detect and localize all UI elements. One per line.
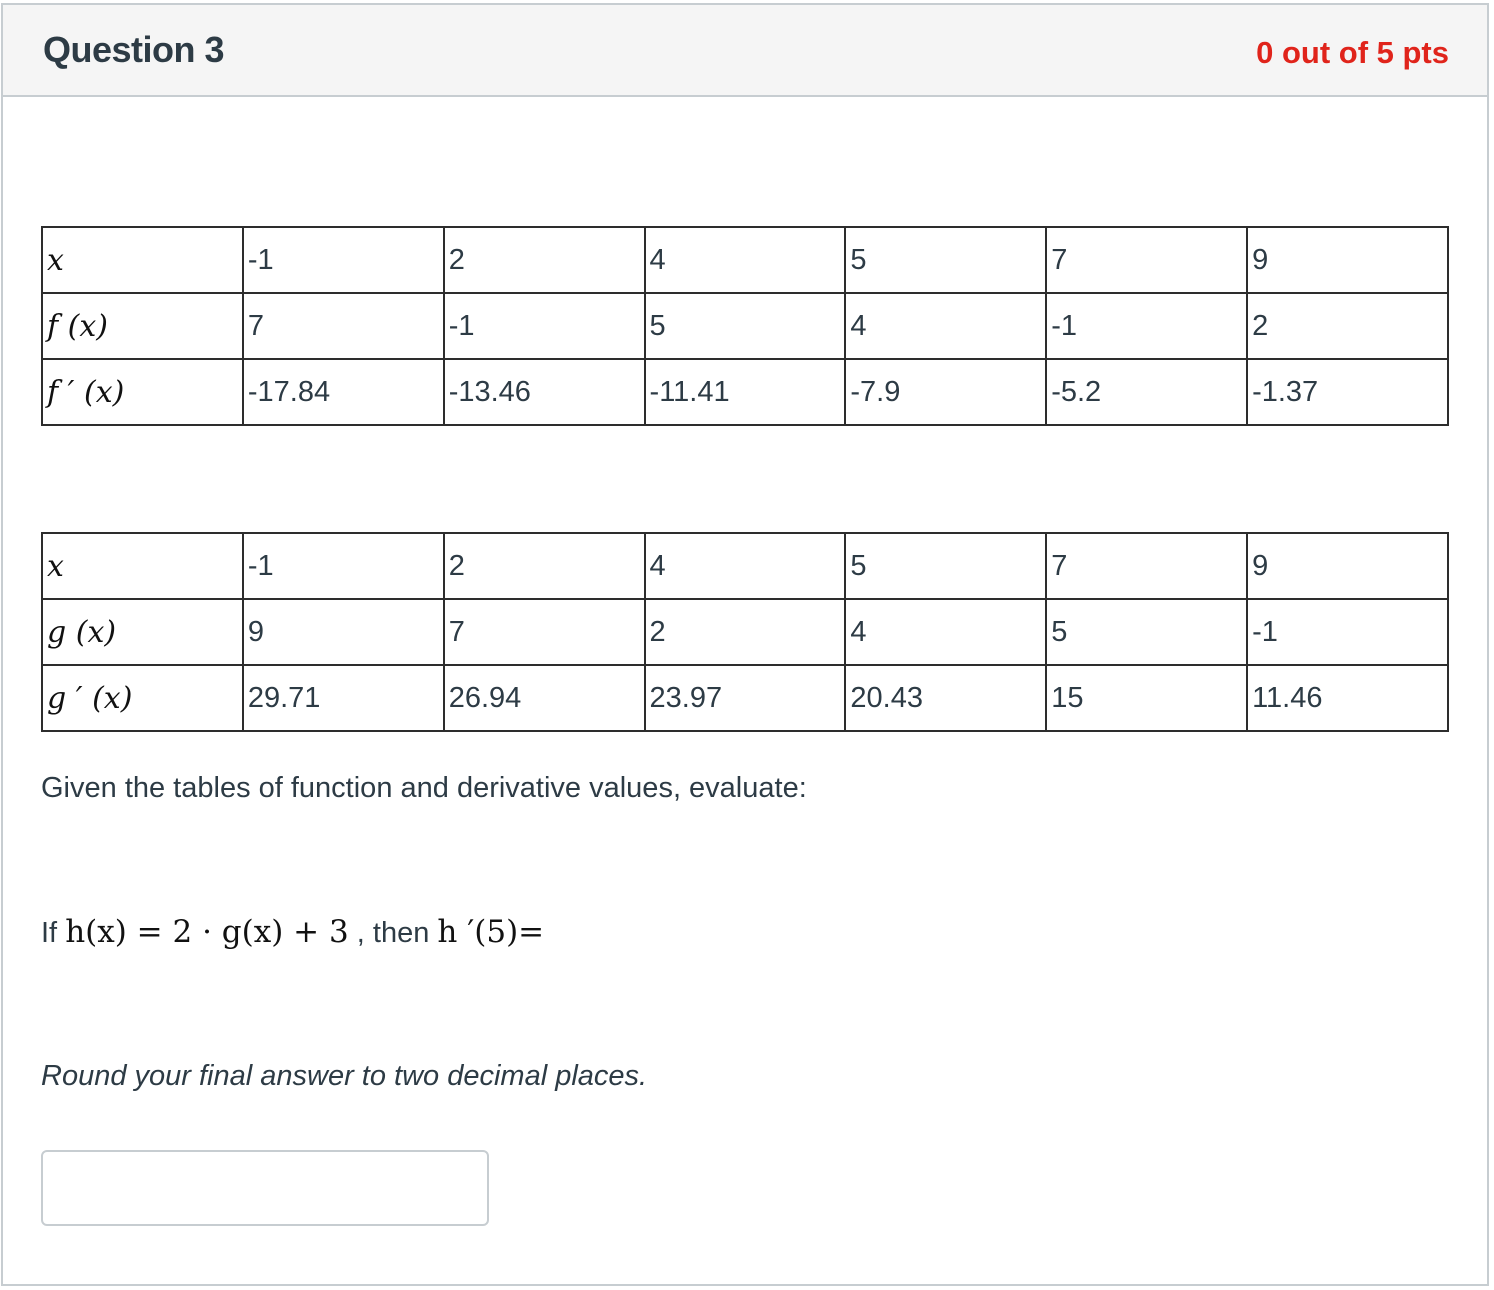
table-cell: 11.46 (1247, 665, 1448, 731)
table-cell: -13.46 (444, 359, 645, 425)
table-cell: 4 (645, 227, 846, 293)
table-row (42, 293, 1448, 359)
table-cell: 4 (845, 599, 1046, 665)
table-cell: -5.2 (1046, 359, 1247, 425)
table-row (42, 533, 1448, 599)
row-label: f (x) (42, 293, 243, 359)
table-row (42, 359, 1448, 425)
table-cell: 7 (243, 293, 444, 359)
row-label: x (42, 533, 243, 599)
table-cell: 23.97 (645, 665, 846, 731)
table-row (42, 227, 1448, 293)
rounding-instruction: Round your final answer to two decimal places. (41, 1060, 648, 1092)
f-values-table (41, 226, 1449, 426)
question-title: Question 3 (43, 29, 225, 70)
table-cell: 4 (845, 293, 1046, 359)
table-cell: -1 (444, 293, 645, 359)
table-cell: 2 (444, 227, 645, 293)
table-cell: 29.71 (243, 665, 444, 731)
table-cell: 26.94 (444, 665, 645, 731)
table-cell: 7 (1046, 533, 1247, 599)
equation-middle: , then (356, 917, 430, 949)
table-cell: -1.37 (1247, 359, 1448, 425)
equation-prefix: If (41, 917, 58, 949)
table-cell: 2 (1247, 293, 1448, 359)
table-cell: -1 (243, 533, 444, 599)
question-prompt: Given the tables of function and derivative values, evaluate: (41, 772, 807, 804)
table-cell: 20.43 (845, 665, 1046, 731)
function-definition: h(x) = 2 · g(x) + 3 (65, 914, 349, 950)
equation-line (41, 914, 544, 950)
table-cell: -1 (1247, 599, 1448, 665)
table-cell: 5 (845, 533, 1046, 599)
row-label: g ′ (x) (42, 665, 243, 731)
answer-input[interactable] (41, 1150, 489, 1226)
table-cell: 5 (1046, 599, 1247, 665)
question-header (3, 5, 1487, 97)
table-cell: 2 (645, 599, 846, 665)
table-cell: 9 (243, 599, 444, 665)
derivative-target: h ′(5)= (437, 914, 545, 950)
table-cell: -7.9 (845, 359, 1046, 425)
table-cell: -17.84 (243, 359, 444, 425)
question-points: 0 out of 5 pts (1256, 35, 1449, 70)
table-cell: 9 (1247, 227, 1448, 293)
table-cell: 7 (444, 599, 645, 665)
table-cell: 4 (645, 533, 846, 599)
table-cell: 7 (1046, 227, 1247, 293)
g-values-table (41, 532, 1449, 732)
table-cell: 5 (845, 227, 1046, 293)
table-row (42, 599, 1448, 665)
table-cell: -11.41 (645, 359, 846, 425)
table-cell: -1 (243, 227, 444, 293)
row-label: f ′ (x) (42, 359, 243, 425)
row-label: g (x) (42, 599, 243, 665)
table-cell: 9 (1247, 533, 1448, 599)
table-cell: 15 (1046, 665, 1247, 731)
table-cell: -1 (1046, 293, 1247, 359)
table-row (42, 665, 1448, 731)
table-cell: 5 (645, 293, 846, 359)
table-cell: 2 (444, 533, 645, 599)
row-label: x (42, 227, 243, 293)
